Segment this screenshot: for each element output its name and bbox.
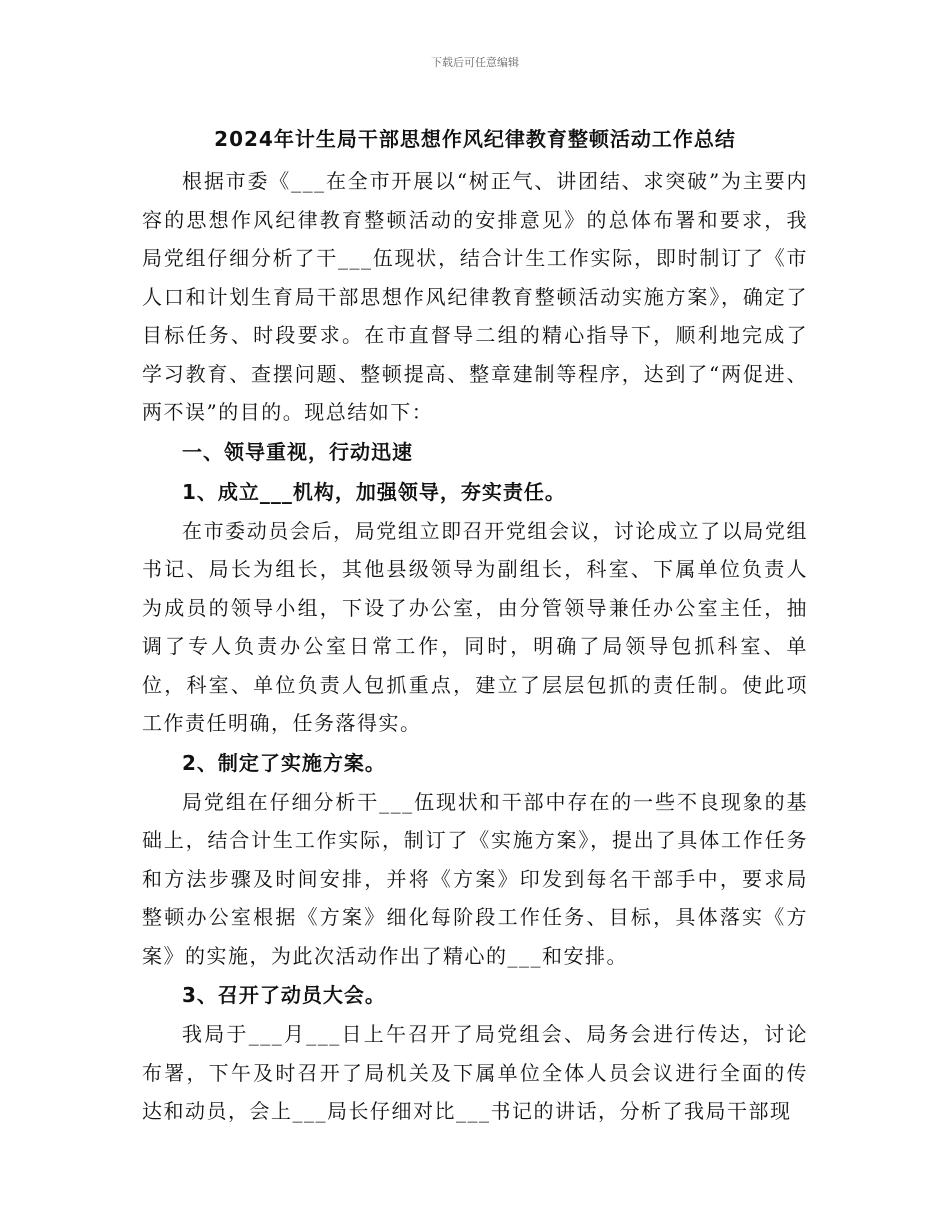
intro-paragraph: 根据市委《___在全市开展以“树正气、讲团结、求突破”为主要内容的思想作风纪律教育整顿活动的安排意见》的总体布署和要求，我局党组仔细分析了干___伍现状，结合计生工作实际，即时制订了《市人口和计划生育局干部思想作风纪律教育整顿活动实施方案》，确定了目标任务、时段要求。在市直督导二组的精心指导下，顺利地完成了学习教育、查摆问题、整顿提高、整章建制等程序，达到了“两促进、两不误”的目的。现总结如下： bbox=[142, 169, 808, 424]
item-paragraph-3: 我局于___月___日上午召开了局党组会、局务会进行传达，讨论布署，下午及时召开了局机关及下属单位全体人员会议进行全面的传达和动员，会上___局长仔细对比___书记的讲话，分析了我局干部现 bbox=[142, 1022, 808, 1123]
document-title: 2024年计生局干部思想作风纪律教育整顿活动工作总结 bbox=[214, 127, 736, 151]
page-header-note: 下载后可任意编辑 bbox=[431, 56, 519, 69]
item-heading-3: 3、召开了动员大会。 bbox=[182, 983, 386, 1007]
section-heading-1: 一、领导重视，行动迅速 bbox=[182, 439, 413, 464]
item-heading-2: 2、制定了实施方案。 bbox=[182, 750, 386, 775]
item-paragraph-2: 局党组在仔细分析干___伍现状和干部中存在的一些不良现象的基础上，结合计生工作实际，制订了《实施方案》，提出了具体工作任务和方法步骤及时间安排，并将《方案》印发到每名干部手中，要求局整顿办公室根据《方案》细化每阶段工作任务、目标，具体落实《方案》的实施，为此次活动作出了精心的___和安排。 bbox=[142, 789, 808, 968]
item-heading-1: 1、成立___机构，加强领导，夯实责任。 bbox=[182, 479, 566, 504]
document-body bbox=[142, 122, 808, 1131]
item-paragraph-1: 在市委动员会后，局党组立即召开党组会议，讨论成立了以局党组书记、局长为组长，其他县级领导为副组长，科室、下属单位负责人为成员的领导小组，下设了办公室，由分管领导兼任办公室主任，抽调了专人负责办公室日常工作，同时，明确了局领导包抓科室、单位，科室、单位负责人包抓重点，建立了层层包抓的责任制。使此项工作责任明确，任务落得实。 bbox=[142, 518, 808, 735]
